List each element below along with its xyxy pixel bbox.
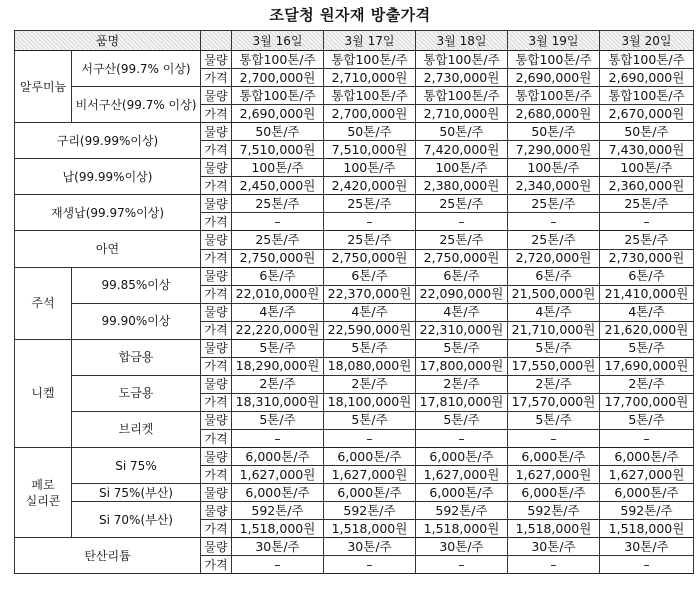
price-value: 2,730,000원 xyxy=(416,69,508,87)
qty-value: 5톤/주 xyxy=(324,411,416,429)
price-value: – xyxy=(324,213,416,231)
price-value: – xyxy=(232,429,324,447)
price-value: 1,518,000원 xyxy=(508,520,600,538)
qty-value: 592톤/주 xyxy=(508,502,600,520)
qty-value: 2톤/주 xyxy=(508,375,600,393)
qty-value: 6,000톤/주 xyxy=(232,448,324,466)
price-value: 7,290,000원 xyxy=(508,141,600,159)
price-value: – xyxy=(232,556,324,574)
price-value: 2,750,000원 xyxy=(324,249,416,267)
group-name: 납(99.99%이상) xyxy=(15,159,201,195)
qty-label: 물량 xyxy=(201,538,232,556)
price-value: 2,720,000원 xyxy=(508,249,600,267)
price-value: 21,410,000원 xyxy=(600,285,694,303)
qty-value: 25톤/주 xyxy=(508,195,600,213)
table-row xyxy=(15,195,694,213)
qty-value: 6,000톤/주 xyxy=(508,484,600,502)
table-row xyxy=(15,538,694,556)
price-label: 가격 xyxy=(201,285,232,303)
qty-value: 2톤/주 xyxy=(600,375,694,393)
price-label: 가격 xyxy=(201,357,232,375)
header-row xyxy=(15,31,694,51)
qty-value: 6,000톤/주 xyxy=(600,484,694,502)
qty-value: 25톤/주 xyxy=(600,195,694,213)
qty-value: 6,000톤/주 xyxy=(600,448,694,466)
qty-label: 물량 xyxy=(201,87,232,105)
price-value: 2,420,000원 xyxy=(324,177,416,195)
qty-value: 통합100톤/주 xyxy=(416,87,508,105)
price-value: – xyxy=(600,556,694,574)
qty-value: 통합100톤/주 xyxy=(416,51,508,69)
price-value: 2,710,000원 xyxy=(416,105,508,123)
item-name: Si 75% xyxy=(72,448,201,484)
qty-value: 100톤/주 xyxy=(324,159,416,177)
table-row xyxy=(15,267,694,285)
price-value: 2,750,000원 xyxy=(232,249,324,267)
price-value: 2,690,000원 xyxy=(232,105,324,123)
qty-value: 592톤/주 xyxy=(600,502,694,520)
price-value: 17,570,000원 xyxy=(508,393,600,411)
price-value: 1,627,000원 xyxy=(324,466,416,484)
price-value: – xyxy=(324,556,416,574)
qty-value: 592톤/주 xyxy=(416,502,508,520)
qty-value: 50톤/주 xyxy=(416,123,508,141)
price-label: 가격 xyxy=(201,321,232,339)
qty-value: 25톤/주 xyxy=(416,231,508,249)
header-date: 3월 18일 xyxy=(416,31,508,51)
qty-value: 5톤/주 xyxy=(600,339,694,357)
header-blank xyxy=(201,31,232,51)
qty-value: 5톤/주 xyxy=(416,411,508,429)
table-row xyxy=(15,375,694,393)
qty-value: 50톤/주 xyxy=(508,123,600,141)
table-row xyxy=(15,231,694,249)
qty-label: 물량 xyxy=(201,339,232,357)
item-name: 도금용 xyxy=(72,375,201,411)
price-label: 가격 xyxy=(201,520,232,538)
group-name: 알루미늄 xyxy=(15,51,72,123)
price-value: – xyxy=(508,213,600,231)
qty-value: 4톤/주 xyxy=(232,303,324,321)
qty-value: 30톤/주 xyxy=(600,538,694,556)
table-row xyxy=(15,484,694,502)
qty-value: 통합100톤/주 xyxy=(600,87,694,105)
table-row xyxy=(15,159,694,177)
qty-value: 통합100톤/주 xyxy=(508,87,600,105)
qty-value: 6톤/주 xyxy=(324,267,416,285)
group-name: 니켈 xyxy=(15,339,72,447)
price-value: – xyxy=(508,429,600,447)
price-value: 22,220,000원 xyxy=(232,321,324,339)
table-row xyxy=(15,448,694,466)
qty-value: 통합100톤/주 xyxy=(232,51,324,69)
price-value: 2,700,000원 xyxy=(232,69,324,87)
price-value: 17,690,000원 xyxy=(600,357,694,375)
price-value: – xyxy=(600,429,694,447)
price-value: 7,420,000원 xyxy=(416,141,508,159)
qty-value: 6톤/주 xyxy=(232,267,324,285)
price-value: 22,590,000원 xyxy=(324,321,416,339)
qty-value: 2톤/주 xyxy=(416,375,508,393)
price-value: 18,100,000원 xyxy=(324,393,416,411)
price-value: 2,750,000원 xyxy=(416,249,508,267)
price-value: – xyxy=(416,556,508,574)
qty-value: 100톤/주 xyxy=(416,159,508,177)
qty-value: 2톤/주 xyxy=(324,375,416,393)
table-row xyxy=(15,51,694,69)
price-value: 2,700,000원 xyxy=(324,105,416,123)
price-value: 7,430,000원 xyxy=(600,141,694,159)
qty-value: 통합100톤/주 xyxy=(508,51,600,69)
qty-label: 물량 xyxy=(201,411,232,429)
item-name: 합금용 xyxy=(72,339,201,375)
price-label: 가격 xyxy=(201,213,232,231)
qty-value: 4톤/주 xyxy=(324,303,416,321)
price-label: 가격 xyxy=(201,177,232,195)
qty-value: 6,000톤/주 xyxy=(232,484,324,502)
table-row xyxy=(15,87,694,105)
price-value: – xyxy=(508,556,600,574)
qty-value: 6,000톤/주 xyxy=(416,448,508,466)
qty-value: 30톤/주 xyxy=(508,538,600,556)
price-value: – xyxy=(416,213,508,231)
qty-value: 6톤/주 xyxy=(416,267,508,285)
qty-value: 100톤/주 xyxy=(232,159,324,177)
price-value: 18,310,000원 xyxy=(232,393,324,411)
page-title: 조달청 원자재 방출가격 xyxy=(269,6,431,24)
group-name: 구리(99.99%이상) xyxy=(15,123,201,159)
price-value: 7,510,000원 xyxy=(232,141,324,159)
header-item: 품명 xyxy=(15,31,201,51)
item-name: 99.90%이상 xyxy=(72,303,201,339)
price-value: – xyxy=(232,213,324,231)
qty-label: 물량 xyxy=(201,231,232,249)
qty-value: 6,000톤/주 xyxy=(508,448,600,466)
qty-value: 50톤/주 xyxy=(324,123,416,141)
qty-value: 25톤/주 xyxy=(232,231,324,249)
price-value: 2,710,000원 xyxy=(324,69,416,87)
price-label: 가격 xyxy=(201,69,232,87)
qty-value: 통합100톤/주 xyxy=(232,87,324,105)
price-value: 18,290,000원 xyxy=(232,357,324,375)
qty-label: 물량 xyxy=(201,502,232,520)
qty-value: 25톤/주 xyxy=(416,195,508,213)
qty-value: 5톤/주 xyxy=(508,411,600,429)
price-value: 22,090,000원 xyxy=(416,285,508,303)
item-name: 브리켓 xyxy=(72,411,201,447)
qty-value: 30톤/주 xyxy=(416,538,508,556)
qty-value: 50톤/주 xyxy=(600,123,694,141)
header-date: 3월 19일 xyxy=(508,31,600,51)
table-row xyxy=(15,339,694,357)
qty-value: 6,000톤/주 xyxy=(324,484,416,502)
qty-label: 물량 xyxy=(201,303,232,321)
qty-value: 6,000톤/주 xyxy=(324,448,416,466)
price-value: 2,690,000원 xyxy=(508,69,600,87)
item-name: 비서구산(99.7% 이상) xyxy=(72,87,201,123)
price-value: 2,670,000원 xyxy=(600,105,694,123)
qty-value: 25톤/주 xyxy=(324,195,416,213)
qty-value: 592톤/주 xyxy=(324,502,416,520)
price-value: 1,627,000원 xyxy=(600,466,694,484)
qty-label: 물량 xyxy=(201,484,232,502)
price-value: 2,380,000원 xyxy=(416,177,508,195)
header-date: 3월 16일 xyxy=(232,31,324,51)
price-value: 21,620,000원 xyxy=(600,321,694,339)
price-value: 22,310,000원 xyxy=(416,321,508,339)
price-value: 2,730,000원 xyxy=(600,249,694,267)
qty-value: 6톤/주 xyxy=(600,267,694,285)
qty-value: 25톤/주 xyxy=(600,231,694,249)
price-value: 17,800,000원 xyxy=(416,357,508,375)
qty-value: 6톤/주 xyxy=(508,267,600,285)
qty-label: 물량 xyxy=(201,123,232,141)
group-name: 탄산리튬 xyxy=(15,538,201,574)
price-value: 2,690,000원 xyxy=(600,69,694,87)
qty-value: 25톤/주 xyxy=(324,231,416,249)
qty-value: 25톤/주 xyxy=(508,231,600,249)
qty-value: 5톤/주 xyxy=(232,411,324,429)
price-value: 2,340,000원 xyxy=(508,177,600,195)
price-value: 2,450,000원 xyxy=(232,177,324,195)
price-value: 1,627,000원 xyxy=(508,466,600,484)
price-table xyxy=(14,30,694,574)
table-row xyxy=(15,502,694,520)
price-value: – xyxy=(324,429,416,447)
qty-label: 물량 xyxy=(201,195,232,213)
item-name: 서구산(99.7% 이상) xyxy=(72,51,201,87)
qty-value: 30톤/주 xyxy=(324,538,416,556)
price-value: 21,500,000원 xyxy=(508,285,600,303)
price-value: 2,360,000원 xyxy=(600,177,694,195)
qty-value: 4톤/주 xyxy=(508,303,600,321)
qty-value: 2톤/주 xyxy=(232,375,324,393)
price-label: 가격 xyxy=(201,429,232,447)
price-value: 1,518,000원 xyxy=(416,520,508,538)
price-value: 17,810,000원 xyxy=(416,393,508,411)
qty-value: 통합100톤/주 xyxy=(324,51,416,69)
qty-label: 물량 xyxy=(201,159,232,177)
group-name: 재생납(99.97%이상) xyxy=(15,195,201,231)
price-value: 21,710,000원 xyxy=(508,321,600,339)
header-date: 3월 20일 xyxy=(600,31,694,51)
group-name: 주석 xyxy=(15,267,72,339)
price-value: – xyxy=(600,213,694,231)
price-label: 가격 xyxy=(201,393,232,411)
price-value: 1,518,000원 xyxy=(232,520,324,538)
price-value: 2,680,000원 xyxy=(508,105,600,123)
qty-value: 5톤/주 xyxy=(416,339,508,357)
qty-value: 5톤/주 xyxy=(232,339,324,357)
qty-value: 100톤/주 xyxy=(600,159,694,177)
qty-value: 100톤/주 xyxy=(508,159,600,177)
price-label: 가격 xyxy=(201,105,232,123)
price-value: 1,518,000원 xyxy=(324,520,416,538)
price-value: 22,370,000원 xyxy=(324,285,416,303)
price-value: 17,700,000원 xyxy=(600,393,694,411)
qty-value: 30톤/주 xyxy=(232,538,324,556)
qty-label: 물량 xyxy=(201,375,232,393)
qty-value: 4톤/주 xyxy=(416,303,508,321)
price-label: 가격 xyxy=(201,141,232,159)
item-name: Si 75%(부산) xyxy=(72,484,201,502)
qty-value: 6,000톤/주 xyxy=(416,484,508,502)
qty-value: 25톤/주 xyxy=(232,195,324,213)
price-label: 가격 xyxy=(201,466,232,484)
qty-label: 물량 xyxy=(201,267,232,285)
qty-value: 5톤/주 xyxy=(600,411,694,429)
qty-value: 5톤/주 xyxy=(324,339,416,357)
qty-value: 4톤/주 xyxy=(600,303,694,321)
price-value: 18,080,000원 xyxy=(324,357,416,375)
price-value: 1,518,000원 xyxy=(600,520,694,538)
table-body xyxy=(15,51,694,574)
qty-value: 592톤/주 xyxy=(232,502,324,520)
item-name: 99.85%이상 xyxy=(72,267,201,303)
qty-label: 물량 xyxy=(201,51,232,69)
price-label: 가격 xyxy=(201,249,232,267)
price-label: 가격 xyxy=(201,556,232,574)
price-value: 17,550,000원 xyxy=(508,357,600,375)
item-name: Si 70%(부산) xyxy=(72,502,201,538)
header-date: 3월 17일 xyxy=(324,31,416,51)
group-name: 페로 실리콘 xyxy=(15,448,72,538)
group-name: 아연 xyxy=(15,231,201,267)
qty-label: 물량 xyxy=(201,448,232,466)
table-row xyxy=(15,411,694,429)
price-value: 1,627,000원 xyxy=(416,466,508,484)
price-value: – xyxy=(416,429,508,447)
table-row xyxy=(15,303,694,321)
qty-value: 50톤/주 xyxy=(232,123,324,141)
qty-value: 통합100톤/주 xyxy=(324,87,416,105)
price-value: 22,010,000원 xyxy=(232,285,324,303)
price-value: 7,510,000원 xyxy=(324,141,416,159)
qty-value: 5톤/주 xyxy=(508,339,600,357)
table-row xyxy=(15,123,694,141)
qty-value: 통합100톤/주 xyxy=(600,51,694,69)
price-value: 1,627,000원 xyxy=(232,466,324,484)
